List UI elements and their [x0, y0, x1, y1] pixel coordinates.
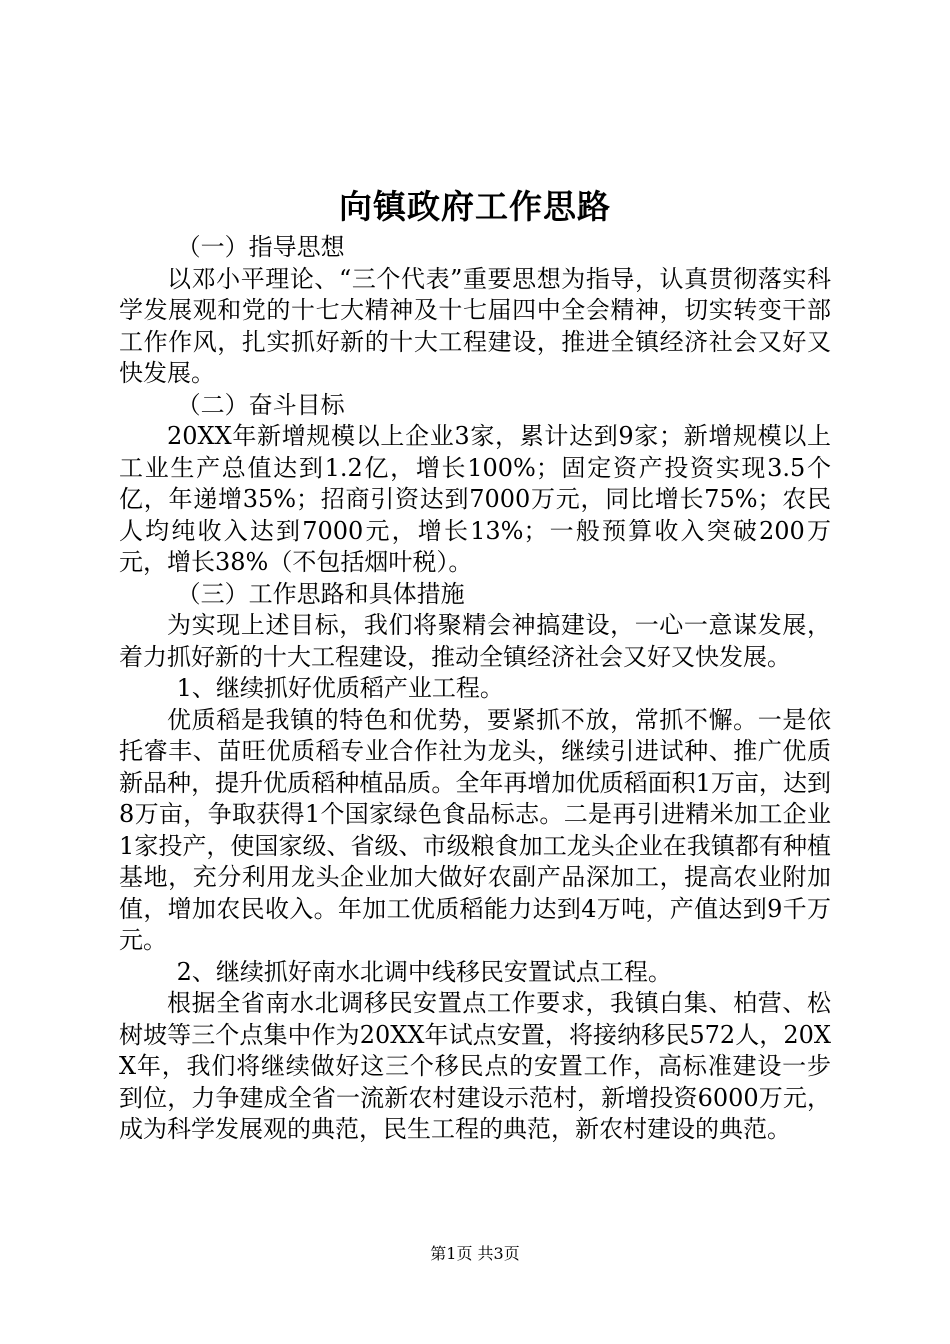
- document-body: [119, 232, 831, 1146]
- page-footer: 第1页 共3页: [430, 1244, 520, 1263]
- subsection-heading-resettlement-project: 2、继续抓好南水北调中线移民安置试点工程。: [176, 957, 672, 986]
- document-title: 向镇政府工作思路: [339, 187, 611, 226]
- paragraph-guiding-ideology: 以邓小平理论、“三个代表”重要思想为指导，认真贯彻落实科学发展观和党的十七大精神及十七届四中全会精神，切实转变干部工作作风，扎实抓好新的十大工程建设，推进全镇经济社会又好又快发展。: [119, 264, 831, 387]
- section-heading-goals: （二）奋斗目标: [176, 390, 345, 419]
- section-heading-guiding-ideology: （一）指导思想: [176, 233, 345, 261]
- paragraph-measures-intro: 为实现上述目标，我们将聚精会神搞建设，一心一意谋发展，着力抓好新的十大工程建设，推动全镇经济社会又好又快发展。: [119, 611, 831, 671]
- paragraph-goals: 20XX年新增规模以上企业3家，累计达到9家；新增规模以上工业生产总值达到1.2亿，增长100%；固定资产投资实现3.5个亿，年递增35%；招商引资达到7000万元，同比增长75%；农民人均纯收入达到7000元，增长13%；一般预算收入突破200万元，增长38%（不包括烟叶税）。: [119, 422, 831, 576]
- paragraph-rice-project: 优质稻是我镇的特色和优势，要紧抓不放，常抓不懈。一是依托睿丰、苗旺优质稻专业合作社为龙头，继续引进试种、推广优质新品种，提升优质稻种植品质。全年再增加优质稻面积1万亩，达到8万亩，争取获得1个国家绿色食品标志。二是再引进精米加工企业1家投产，使国家级、省级、市级粮食加工龙头企业在我镇都有种植基地，充分利用龙头企业加大做好农副产品深加工，提高农业附加值，增加农民收入。年加工优质稻能力达到4万吨，产值达到9千万元。: [119, 705, 831, 954]
- paragraph-resettlement-project: 根据全省南水北调移民安置点工作要求，我镇白集、柏营、松树坡等三个点集中作为20XX年试点安置，将接纳移民572人，20XX年，我们将继续做好这三个移民点的安置工作，高标准建设一步到位，力争建成全省一流新农村建设示范村，新增投资6000万元，成为科学发展观的典范，民生工程的典范，新农村建设的典范。: [119, 989, 831, 1143]
- subsection-heading-rice-project: 1、继续抓好优质稻产业工程。: [176, 674, 504, 702]
- section-heading-measures: （三）工作思路和具体措施: [176, 579, 465, 608]
